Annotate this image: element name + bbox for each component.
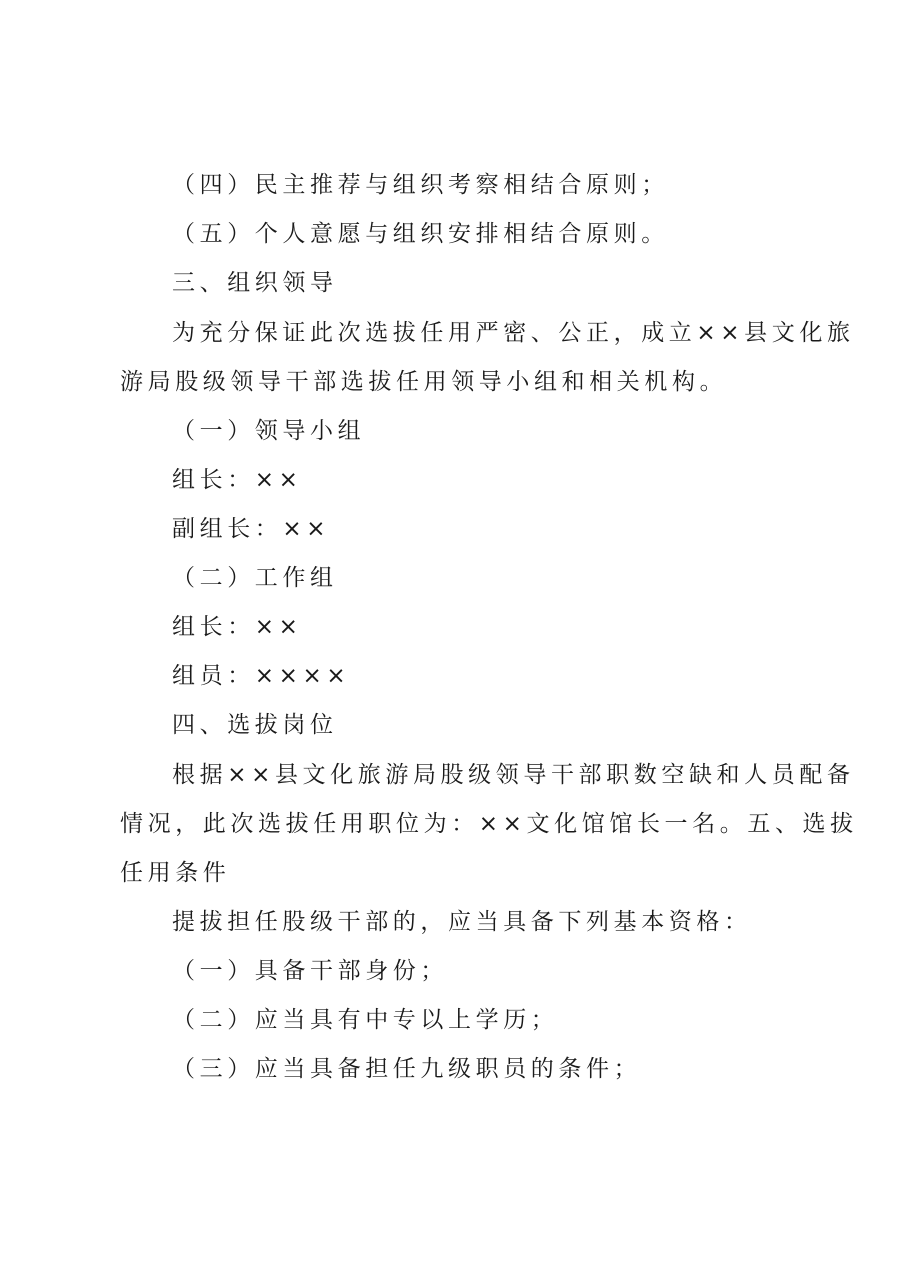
paragraph-line: 提拔担任股级干部的，应当具备下列基本资格： <box>172 909 752 935</box>
paragraph-line: 为充分保证此次选拔任用严密、公正，成立××县文化旅 <box>172 320 855 346</box>
section-3-heading: 三、组织领导 <box>172 270 338 296</box>
list-item: （三）应当具备担任九级职员的条件； <box>172 1056 642 1082</box>
section-4-heading: 四、选拔岗位 <box>172 712 338 738</box>
subsection-heading: （一）领导小组 <box>172 418 366 444</box>
paragraph-line: 情况，此次选拔任用职位为：××文化馆馆长一名。五、选拔 <box>120 811 858 837</box>
principle-4-line: （四）民主推荐与组织考察相结合原则； <box>172 172 669 198</box>
list-item: 组员：×××× <box>172 663 351 689</box>
paragraph-line: 游局股级领导干部选拔任用领导小组和相关机构。 <box>120 369 728 395</box>
list-item: 副组长：×× <box>172 516 331 542</box>
list-item: （二）应当具有中专以上学历； <box>172 1007 559 1033</box>
paragraph-line: 任用条件 <box>120 860 231 886</box>
list-item: 组长：×× <box>172 467 303 493</box>
paragraph-line: 根据××县文化旅游局股级领导干部职数空缺和人员配备 <box>172 762 855 788</box>
list-item: 组长：×× <box>172 614 303 640</box>
list-item: （一）具备干部身份； <box>172 958 448 984</box>
subsection-heading: （二）工作组 <box>172 565 338 591</box>
principle-5-line: （五）个人意愿与组织安排相结合原则。 <box>172 221 669 247</box>
